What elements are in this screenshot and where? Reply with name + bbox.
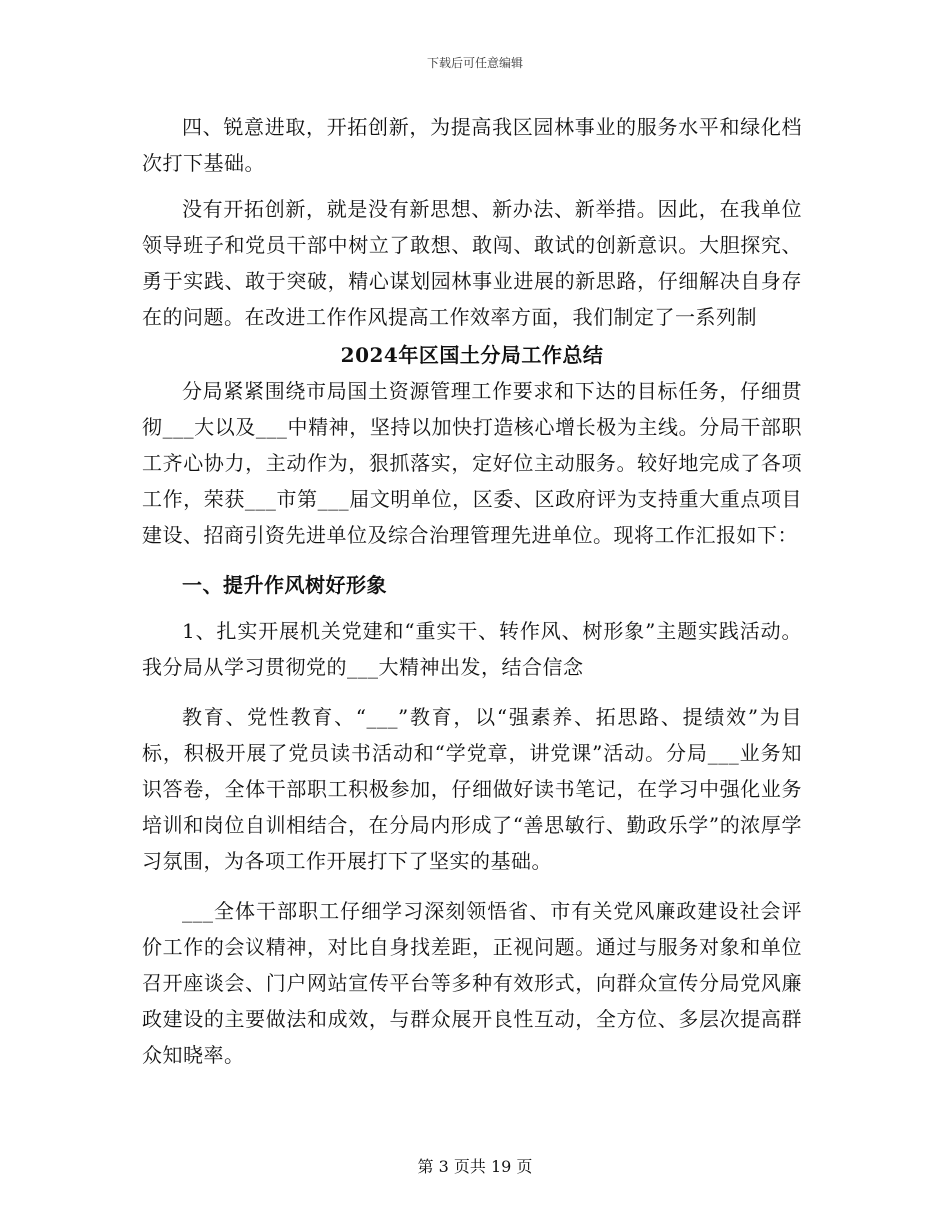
section-four-paragraph: 四、锐意进取，开拓创新，为提高我区园林事业的服务水平和绿化档次打下基础。 (142, 115, 802, 175)
page-number: 第 3 页共 19 页 (417, 1157, 533, 1176)
innovation-paragraph: 没有开拓创新，就是没有新思想、新办法、新举措。因此，在我单位领导班子和党员干部中树立了敢想、敢闯、敢试的创新意识。大胆探究、勇于实践、敢于突破，精心谋划园林事业进展的新思路，仔细解决自身存在的问题。在改进工作作风提高工作效率方面，我们制定了一系列制 (142, 197, 802, 329)
document-title: 2024年区国土分局工作总结 (340, 343, 604, 367)
item-one-paragraph: 1、扎实开展机关党建和“重实干、转作风、树形象”主题实践活动。我分局从学习贯彻党的___大精神出发，结合信念 (142, 619, 802, 679)
integrity-paragraph: ___全体干部职工仔细学习深刻领悟省、市有关党风廉政建设社会评价工作的会议精神，对比自身找差距，正视问题。通过与服务对象和单位召开座谈会、门户网站宣传平台等多种有效形式，向群众宣传分局党风廉政建设的主要做法和成效，与群众展开良性互动，全方位、多层次提高群众知晓率。 (142, 899, 802, 1067)
page-content (142, 109, 802, 1073)
education-paragraph: 教育、党性教育、“___”教育，以“强素养、拓思路、提绩效”为目标，积极开展了党员读书活动和“学党章，讲党课”活动。分局___业务知识答卷，全体干部职工积极参加，仔细做好读书笔记，在学习中强化业务培训和岗位自训相结合，在分局内形成了“善思敏行、勤政乐学”的浓厚学习氛围，为各项工作开展打下了坚实的基础。 (142, 705, 802, 873)
section-heading: 一、提升作风树好形象 (182, 573, 387, 597)
intro-paragraph: 分局紧紧围绕市局国土资源管理工作要求和下达的目标任务，仔细贯彻___大以及___中精神，坚持以加快打造核心增长极为主线。分局干部职工齐心协力，主动作为，狠抓落实，定好位主动服务。较好地完成了各项工作，荣获___市第___届文明单位，区委、区政府评为支持重大重点项目建设、招商引资先进单位及综合治理管理先进单位。现将工作汇报如下： (142, 379, 802, 547)
header-note: 下载后可任意编辑 (426, 56, 523, 70)
